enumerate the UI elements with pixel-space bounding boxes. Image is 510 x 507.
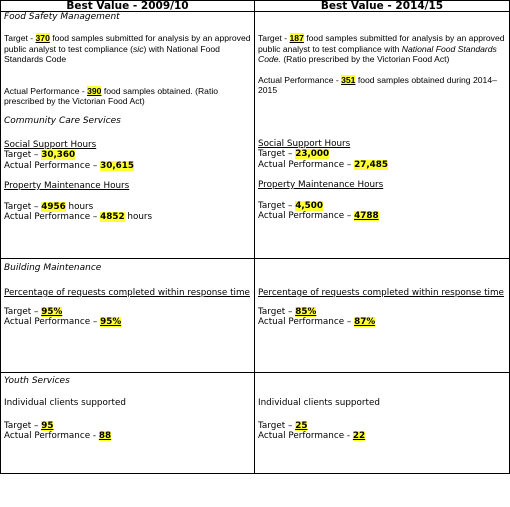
- header-2009-10: Best Value - 2009/10: [1, 1, 255, 12]
- property-actual-right: Actual Performance – 4788: [258, 211, 379, 221]
- building-heading-right: Percentage of requests completed within response time: [258, 288, 504, 298]
- building-target-left: Target – 95%: [4, 306, 63, 317]
- header-row: [1, 1, 510, 12]
- food-target-right: Target - 187 food samples submitted for analysis by an approved public analyst to test compliance with National Food Standards Code. (Ratio prescribed by the Victorian Food Act): [258, 33, 505, 64]
- food-safety-title: Food Safety Management: [4, 12, 120, 22]
- building-target-right: Target – 85%: [258, 306, 317, 317]
- food-safety-right-cell: [255, 12, 510, 259]
- building-row: [1, 259, 510, 373]
- social-actual-right: Actual Performance – 27,485: [258, 159, 389, 170]
- community-care-title: Community Care Services: [4, 115, 121, 126]
- food-safety-left-cell: [1, 12, 255, 259]
- property-target-right: Target – 4,500: [258, 200, 324, 211]
- property-heading-left: Property Maintenance Hours: [4, 181, 130, 191]
- building-right-cell: [255, 259, 510, 373]
- property-actual-left: Actual Performance – 4852 hours: [4, 212, 153, 222]
- building-title: Building Maintenance: [4, 263, 102, 273]
- social-target-left: Target – 30,360: [4, 150, 76, 160]
- building-actual-right: Actual Performance – 87%: [258, 317, 376, 327]
- building-actual-left: Actual Performance – 95%: [4, 317, 122, 327]
- building-left-cell: [1, 259, 255, 373]
- youth-heading-left: Individual clients supported: [4, 398, 126, 408]
- property-heading-right: Property Maintenance Hours: [258, 180, 384, 190]
- building-heading-left: Percentage of requests completed within response time: [4, 288, 250, 298]
- youth-left-cell: [1, 373, 255, 474]
- food-target-left: Target - 370 food samples submitted for analysis by an approved public analyst to test compliance (sic) with National Food Standards Code: [4, 33, 251, 64]
- social-actual-left: Actual Performance – 30,615: [4, 160, 135, 171]
- youth-right-cell: [255, 373, 510, 474]
- youth-target-right: Target – 25: [258, 420, 308, 431]
- social-heading-right: Social Support Hours: [258, 138, 351, 149]
- youth-target-left: Target – 95: [4, 420, 54, 431]
- youth-actual-right: Actual Performance - 22: [258, 431, 366, 441]
- food-safety-row: [1, 12, 510, 259]
- header-2014-15: Best Value - 2014/15: [255, 1, 510, 12]
- property-target-left: Target – 4956 hours: [4, 201, 94, 212]
- food-actual-left: Actual Performance - 390 food samples obtained. (Ratio prescribed by the Victorian Food Act): [4, 85, 219, 106]
- youth-actual-left: Actual Performance - 88: [4, 431, 112, 441]
- youth-heading-right: Individual clients supported: [258, 398, 380, 408]
- social-heading-left: Social Support Hours: [4, 139, 97, 150]
- food-actual-right: Actual Performance - 351 food samples obtained during 2014–2015: [258, 74, 497, 95]
- youth-title: Youth Services: [4, 376, 70, 386]
- social-target-right: Target – 23,000: [258, 149, 330, 159]
- youth-row: [1, 373, 510, 474]
